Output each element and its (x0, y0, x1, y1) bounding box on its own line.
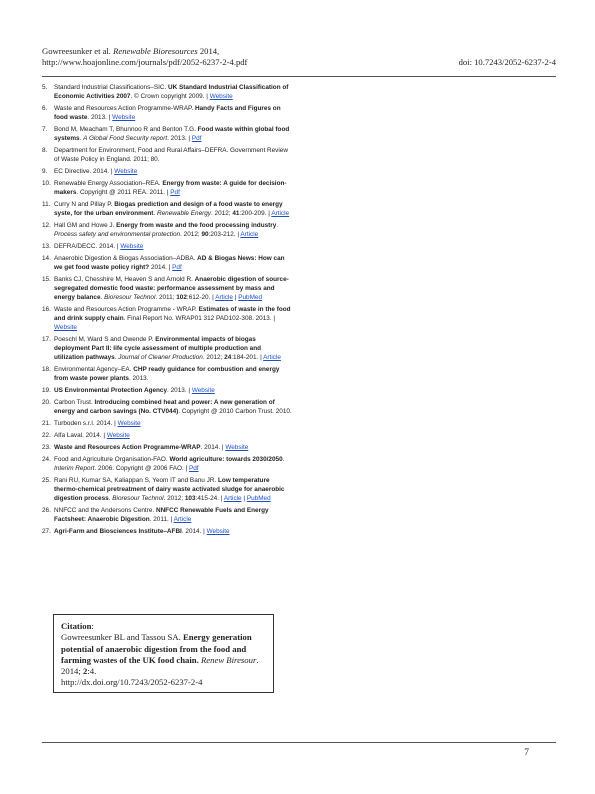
reference-authors: DEFRA/DECC. 2014. (54, 243, 116, 251)
header-url[interactable]: http://www.hoajonline.com/journals/pdf/2052-6237-2-4.pdf (42, 57, 248, 67)
reference-title: Waste and Resources Action Programme-WRAP (54, 444, 201, 452)
reference-detail: . 2014. (200, 444, 221, 452)
reference-text: Waste and Resources Action Programme-WRAP. 2014. | Website (54, 444, 249, 452)
reference-pages: :612-20. (186, 294, 211, 301)
reference-detail: . (79, 134, 82, 142)
reference-text: Renewable Energy Association–REA. Energy from waste: A guide for decision-makers. Copyright @ 2011 REA. 2011. | Pdf (54, 180, 287, 196)
reference-text: Food and Agriculture Organisation-FAO. World agriculture: towards 2030/2050. Interim Report. 2006. Copyright @ 2006 FAO. | Pdf (54, 456, 285, 473)
reference-text (54, 399, 292, 417)
reference-link-article[interactable]: Article (263, 353, 281, 361)
reference-detail: . (100, 294, 103, 301)
reference-item (42, 387, 292, 396)
reference-link-article[interactable]: Article (173, 516, 192, 524)
reference-link-pubmed[interactable]: PubMed (246, 495, 271, 503)
reference-item (42, 456, 292, 474)
reference-title: Low temperature thermo-chemical pretreatment of dairy waste activated sludge for anaerobic digestion process (54, 477, 285, 503)
reference-title: UK Standard Industrial Classification of Economic Activities 2007 (54, 84, 289, 100)
reference-link-article[interactable]: Article (215, 294, 233, 301)
reference-number: 23. (42, 444, 51, 452)
reference-title: NNFCC Renewable Fuels and Energy Factsheet: Anaerobic Digestion (54, 507, 269, 524)
citation-box (53, 614, 274, 693)
reference-pages: :200-209. (239, 210, 267, 217)
reference-item (42, 243, 292, 252)
reference-item (42, 507, 292, 525)
reference-journal: Interim Report (54, 465, 95, 473)
reference-link-website[interactable]: Website (191, 386, 215, 394)
reference-volume: 103 (184, 495, 196, 503)
reference-link-website[interactable]: Website (114, 168, 138, 175)
citation-year: . 2014; (61, 654, 259, 677)
header-journal: Renewable Bioresources (113, 46, 198, 56)
reference-detail: . 2013. (87, 113, 107, 121)
reference-authors: Waste and Resources Action Programme - WRAP. (54, 306, 197, 314)
reference-authors: Department for Environment, Food and Rural Affairs–DEFRA. Government Review of Waste Policy in England. 2011; 80. (54, 147, 288, 163)
citation-volume: 2 (82, 666, 88, 677)
reference-title: Introducing combined heat and power: A new generation of energy and carbon savings (No. CTV044) (54, 399, 275, 415)
reference-text: Curry N and Pillay P. Biogas prediction and design of a food waste to energy syste, for the urban environment. Renewable Energy. 2012; 41:200-209. | Article (54, 201, 290, 217)
reference-detail: . Copyright @ 2011 REA. 2011. (76, 189, 166, 196)
reference-detail: . 2013. (128, 374, 149, 382)
reference-title: Anaerobic digestion of source-segregated domestic food waste: performance assessment by mass and energy balance (54, 276, 289, 301)
reference-title: Energy from waste: A guide for decision-makers (54, 180, 287, 196)
reference-detail: . 2011. (149, 516, 169, 524)
reference-journal: Renewable Energy (157, 210, 211, 217)
reference-authors: Hall GM and Howe J. (54, 222, 115, 230)
reference-item (42, 168, 292, 177)
reference-text: NNFCC and the Andersons Centre. NNFCC Renewable Fuels and Energy Factsheet: Anaerobic Digestion. 2011. | Article (54, 507, 269, 524)
reference-detail: . Final Report No. WRAP01 312 PAD102-308. 2013. (123, 315, 272, 322)
header-citation-line (42, 46, 556, 57)
reference-link-article[interactable]: Article (223, 495, 242, 503)
citation-colon: : (91, 621, 94, 631)
header-year: 2014, (199, 46, 220, 56)
reference-title: Energy from waste and the food processing industry (116, 222, 277, 230)
reference-title: Environmental impacts of biogas deployment Part II: life cycle assessment of multiple production and utilization pathways (54, 336, 262, 361)
reference-number: 5. (42, 84, 48, 91)
reference-detail: . Copyright @ 2010 Carbon Trust. 2010. (178, 407, 292, 415)
reference-authors: Food and Agriculture Organisation-FAO. (54, 456, 168, 464)
reference-link-pubmed[interactable]: PubMed (238, 294, 263, 301)
reference-pages: :184-201. (231, 353, 259, 361)
reference-authors: Curry N and Pillay P. (54, 201, 113, 209)
reference-journal: A Global Food Security report (83, 134, 168, 142)
citation-authors: Gowreesunker BL and Tassou SA. (61, 632, 181, 643)
reference-number: 13. (42, 243, 51, 251)
reference-number: 16. (42, 306, 51, 314)
reference-year: . 2013. (167, 134, 187, 142)
reference-item (42, 432, 292, 441)
reference-authors: Poeschl M, Ward S and Owende P. (54, 336, 154, 343)
reference-year: . 2012; (211, 210, 231, 217)
reference-number: 27. (42, 528, 51, 536)
header-divider (42, 76, 556, 77)
reference-title: US Environmental Protection Agency (54, 386, 168, 394)
reference-item (42, 126, 292, 144)
reference-link-pdf[interactable]: Pdf (191, 134, 202, 142)
reference-number: 6. (42, 105, 48, 112)
reference-authors: Environmental Agency–EA. (54, 365, 132, 373)
reference-link-website[interactable]: Website (209, 92, 233, 100)
reference-item (42, 306, 292, 333)
reference-number: 20. (42, 399, 51, 406)
reference-text: Anaerobic Digestion & Biogas Association–ADBA. AD & Biogas News: How can we get food waste policy right? 2014. | Pdf (54, 255, 285, 272)
reference-item (42, 222, 292, 240)
reference-number: 7. (42, 126, 48, 133)
reference-item (42, 276, 292, 303)
reference-text: Agri-Farm and Biosciences Institute–AFBI. 2014. | Website (54, 528, 230, 536)
reference-year: . 2012; (180, 231, 200, 238)
reference-link-website[interactable]: Website (225, 444, 249, 452)
reference-pages: :415-24. (195, 495, 219, 503)
reference-link-website[interactable]: Website (120, 243, 144, 251)
reference-item (42, 180, 292, 198)
reference-number: 25. (42, 477, 51, 485)
reference-number: 11. (42, 201, 51, 209)
reference-text: Banks CJ, Chesshire M, Heaven S and Arnold R. Anaerobic digestion of source-segregated domestic food waste: performance assessment by mass and energy balance. Bioresour Technol. 2011; 102:612-20. | Article | PubMed (54, 276, 289, 301)
reference-title: Estimates of waste in the food and drink supply chain (54, 306, 291, 322)
reference-item (42, 444, 292, 453)
reference-item (42, 366, 292, 384)
running-header (42, 46, 556, 68)
reference-year: . 2012; (163, 495, 184, 503)
reference-link-pdf[interactable]: Pdf (172, 264, 182, 272)
reference-item (42, 336, 292, 363)
reference-text: EC Directive. 2014. | Website (54, 168, 138, 175)
reference-number: 14. (42, 255, 51, 263)
header-doi: doi: 10.7243/2052-6237-2-4 (458, 57, 556, 67)
reference-link-website[interactable]: Website (112, 113, 136, 121)
reference-journal: Bioresour Technol (112, 495, 164, 503)
reference-number: 22. (42, 432, 51, 440)
reference-title: CHP ready guidance for combustion and energy from waste power plants (54, 365, 280, 382)
reference-text: Waste and Resources Action Programme-WRAP. Handy Facts and Figures on food waste. 2013. | Website (54, 105, 281, 121)
reference-text: Hall GM and Howe J. Energy from waste and the food processing industry. Process safety and environmental protection. 2012; 90:203-212. | Article (54, 222, 279, 238)
reference-authors: Alfa Laval. 2014. (54, 432, 102, 440)
reference-volume: 90 (201, 231, 209, 238)
reference-detail: . (282, 456, 285, 464)
reference-number: 17. (42, 336, 51, 343)
reference-link-article[interactable]: Article (240, 231, 259, 238)
reference-item (42, 528, 292, 537)
reference-number: 19. (42, 386, 51, 394)
citation-title: Energy generation potential of anaerobic digestion from the food and farming wastes of the UK food chain. (61, 632, 252, 665)
citation-doi-link[interactable]: http://dx.doi.org/10.7243/2052-6237-2-4 (61, 677, 203, 688)
reference-pages: :203-212. (208, 231, 236, 238)
header-authors: Gowreesunker et al. (42, 46, 111, 56)
reference-number: 26. (42, 507, 51, 515)
reference-text (54, 147, 292, 165)
reference-authors: Renewable Energy Association–REA. (54, 180, 161, 188)
citation-text (61, 632, 266, 677)
reference-item (42, 105, 292, 123)
reference-authors: Anaerobic Digestion & Biogas Association–ADBA. (54, 255, 196, 263)
reference-year: . 2006. Copyright @ 2006 FAO. (94, 465, 184, 473)
reference-authors: Carbon Trust. (54, 399, 93, 406)
citation-label: Citation (61, 621, 92, 631)
reference-authors: Turboden s.r.l. 2014. (54, 420, 113, 427)
reference-item (42, 201, 292, 219)
reference-detail: . (114, 353, 117, 361)
reference-text: Turboden s.r.l. 2014. | Website (54, 420, 141, 427)
reference-list (42, 84, 292, 540)
reference-item (42, 399, 292, 417)
reference-detail: . (153, 210, 156, 217)
header-url-line (42, 57, 556, 68)
reference-title: World agriculture: towards 2030/2050 (169, 456, 283, 464)
reference-item (42, 84, 292, 102)
reference-title: AD & Biogas News: How can we get food waste policy right? (54, 255, 285, 272)
reference-item (42, 420, 292, 429)
reference-number: 15. (42, 276, 51, 284)
reference-link-website[interactable]: Website (206, 528, 230, 536)
reference-number: 21. (42, 420, 51, 427)
citation-issue: :4. (87, 666, 97, 677)
reference-detail: . 2014. (181, 528, 202, 536)
reference-authors: Bond M, Meacham T, Bhunnoo R and Benton T.G. (54, 126, 196, 133)
reference-year: . 2012; (202, 353, 223, 361)
reference-authors: NNFCC and the Andersons Centre. (54, 507, 155, 515)
reference-text: Waste and Resources Action Programme - WRAP. Estimates of waste in the food and drink supply chain. Final Report No. WRAP01 312 PAD102-308. 2013. | Website (54, 306, 291, 331)
reference-text: Standard Industrial Classifications–SIC. UK Standard Industrial Classification of Economic Activities 2007. © Crown copyright 2009. | Website (54, 84, 289, 100)
reference-link-pdf[interactable]: Pdf (170, 189, 180, 196)
reference-text: Bond M, Meacham T, Bhunnoo R and Benton T.G. Food waste within global food systems. A Global Food Security report. 2013. | Pdf (54, 126, 290, 142)
reference-link-website[interactable]: Website (106, 432, 130, 440)
reference-text: Rani RU, Kumar SA, Kaliappan S, Yeom IT and Banu JR. Low temperature thermo-chemical pretreatment of dairy waste activated sludge for anaerobic digestion process. Bioresour Technol. 2012; 103:415-24. | Article | PubMed (54, 477, 285, 503)
reference-detail: . (276, 222, 279, 230)
reference-title: Biogas prediction and design of a food waste to energy syste, for the urban environment (54, 201, 283, 217)
reference-authors: Rani RU, Kumar SA, Kaliappan S, Yeom IT and Banu JR. (54, 477, 217, 485)
reference-item (42, 477, 292, 504)
reference-title: Agri-Farm and Biosciences Institute–AFBI (54, 528, 182, 536)
reference-volume: 102 (176, 294, 187, 301)
reference-link-article[interactable]: Article (271, 210, 290, 217)
citation-heading (61, 621, 266, 632)
reference-authors: EC Directive. 2014. (54, 168, 110, 175)
reference-text: US Environmental Protection Agency. 2013. | Website (54, 386, 215, 394)
reference-detail: . (108, 495, 111, 503)
reference-volume: 41 (232, 210, 240, 217)
reference-journal: Bioresour Technol (104, 294, 156, 301)
reference-authors: Standard Industrial Classifications–SIC. (54, 84, 167, 91)
reference-text: Poeschl M, Ward S and Owende P. Environmental impacts of biogas deployment Part II: life cycle assessment of multiple production and utilization pathways. Journal of Cleaner Production. 2012; 24:184-201. | Article (54, 336, 281, 361)
reference-number: 24. (42, 456, 51, 464)
reference-detail: 2014. (149, 264, 167, 272)
reference-journal: Journal of Cleaner Production (118, 353, 203, 361)
reference-item (42, 147, 292, 165)
reference-item (42, 255, 292, 273)
reference-number: 12. (42, 222, 51, 230)
reference-detail: . © Crown copyright 2009. (130, 92, 205, 100)
reference-authors: Banks CJ, Chesshire M, Heaven S and Arnold R. (54, 276, 193, 284)
reference-title: Food waste within global food systems (54, 126, 290, 142)
reference-volume: 24 (224, 353, 232, 361)
reference-number: 8. (42, 147, 48, 154)
reference-title: Handy Facts and Figures on food waste (54, 105, 281, 121)
footer-divider (42, 742, 556, 743)
reference-journal: Process safety and environmental protection (54, 231, 181, 238)
citation-journal: Renew Biresour (200, 654, 257, 665)
reference-text (54, 366, 292, 384)
page-number: 7 (524, 748, 529, 758)
reference-number: 10. (42, 180, 51, 188)
reference-link-pdf[interactable]: Pdf (188, 465, 199, 473)
reference-text: DEFRA/DECC. 2014. | Website (54, 243, 144, 251)
reference-link-website[interactable]: Website (54, 323, 77, 331)
reference-number: 18. (42, 365, 51, 373)
reference-year: . 2011; (155, 294, 175, 301)
reference-authors: Waste and Resources Action Programme-WRAP. (54, 105, 194, 112)
reference-number: 9. (42, 168, 48, 175)
reference-text: Alfa Laval. 2014. | Website (54, 432, 130, 440)
reference-detail: . 2013. (167, 386, 187, 394)
reference-link-website[interactable]: Website (117, 420, 141, 427)
